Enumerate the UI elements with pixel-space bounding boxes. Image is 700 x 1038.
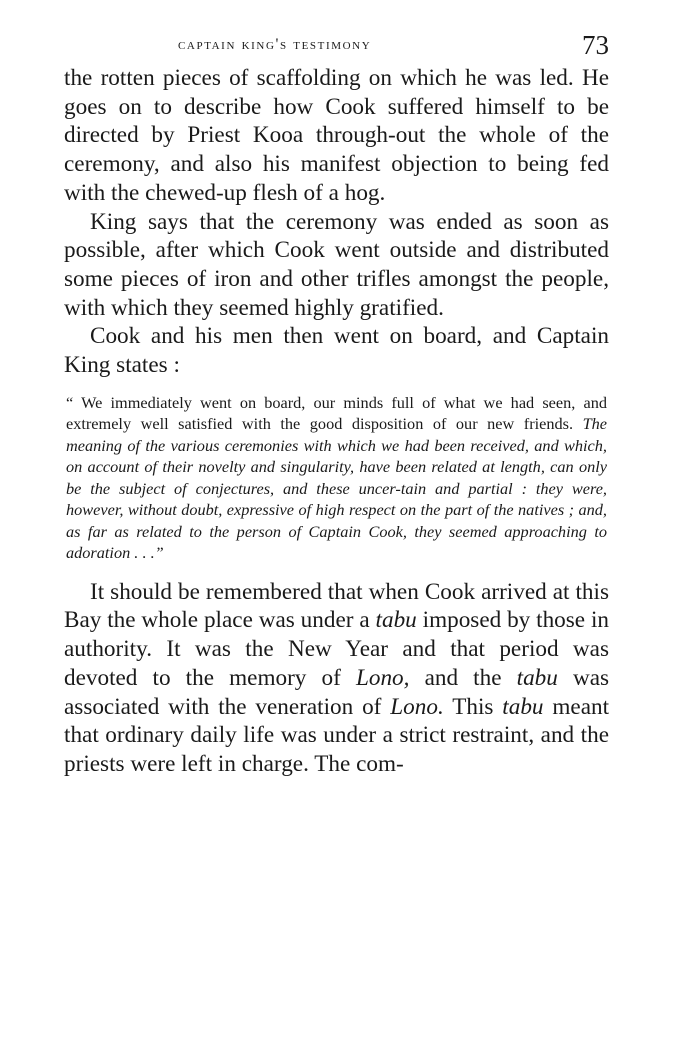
paragraph-2-text: King says that the ceremony was ended as soon as possible, after which Cook went outside and distributed some pieces of iron and other trifles amongst the people, with which they seemed highly gratified. xyxy=(64,208,609,321)
book-page xyxy=(64,30,609,779)
paragraph-4-part-6: meant that ordinary daily life was under a strict restraint, and the priests were left in charge. The com- xyxy=(64,693,610,777)
paragraph-tabu xyxy=(64,578,609,779)
quote-italic-text: The meaning of the various ceremonies with which we had been received, and which, on account of their novelty and singularity, have been related at length, can only be the subject of conjectures, and these uncer-tain and partial : they were, however, without doubt, expressive of high respect on the part of the natives ; and, as far as related to the person of Captain Cook, they seemed approaching to adoration . . .” xyxy=(66,414,607,563)
paragraph-4-part-2: imposed by those in authority. It was the New Year and that period was devoted to the memory of xyxy=(64,607,610,691)
paragraph-3-text: Cook and his men then went on board, and Captain King states : xyxy=(64,323,609,379)
running-title: captain king's testimony xyxy=(178,36,372,53)
term-tabu: tabu xyxy=(502,693,544,720)
paragraph-1-text: the rotten pieces of scaffolding on which he was led. He goes on to describe how Cook suffered himself to be directed by Priest Kooa through-out the whole of the ceremony, and also his manifest objection to being fed with the chewed-up flesh of a hog. xyxy=(64,65,609,206)
term-tabu: tabu xyxy=(375,607,417,634)
quote-roman-text: “ We immediately went on board, our minds full of what we had seen, and extremely well satisfied with the good disposition of our new friends. xyxy=(66,392,607,434)
paragraph-went-on-board xyxy=(64,322,609,379)
block-quote xyxy=(66,392,607,564)
term-lono: Lono, xyxy=(355,664,410,691)
paragraph-4-part-4: was associated with the veneration of xyxy=(64,664,610,720)
running-head xyxy=(64,30,609,64)
paragraph-4-part-5: This xyxy=(452,693,494,720)
paragraph-4-part-3: and the xyxy=(424,664,502,691)
paragraph-king-says xyxy=(64,208,609,323)
paragraph-4-part-1: It should be remembered that when Cook arrived at this Bay the whole place was under a xyxy=(64,578,609,634)
term-lono: Lono. xyxy=(390,693,444,720)
paragraph-continuation xyxy=(64,64,609,208)
page-number: 73 xyxy=(582,30,609,60)
term-tabu: tabu xyxy=(516,664,558,691)
